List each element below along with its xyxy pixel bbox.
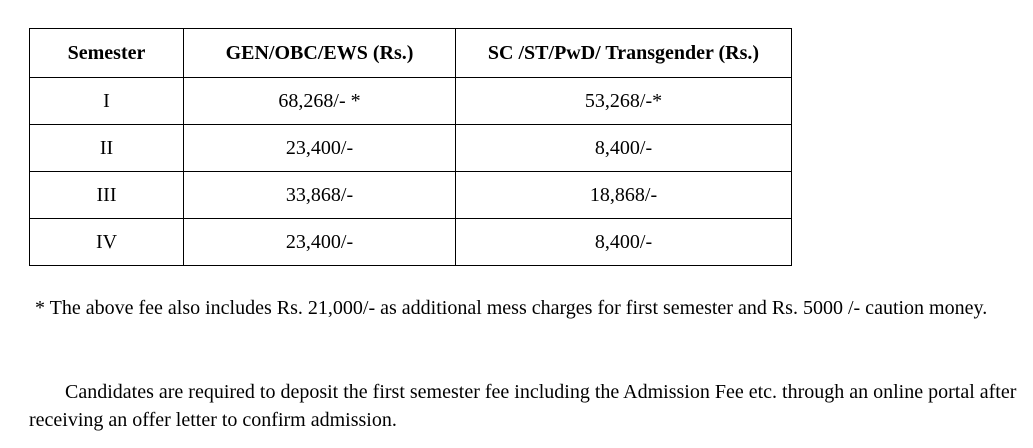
sc-fee-cell: 18,868/- — [456, 172, 792, 219]
table-row — [30, 125, 792, 172]
sc-fee-cell: 53,268/-* — [456, 78, 792, 125]
admission-instructions: Candidates are required to deposit the first semester fee including the Admission Fee etc. through an online portal after receiving an offer letter to confirm admission. — [29, 381, 1017, 431]
semester-cell: IV — [30, 219, 184, 266]
gen-fee-cell: 23,400/- — [184, 219, 456, 266]
sc-fee-cell: 8,400/- — [456, 125, 792, 172]
semester-cell: I — [30, 78, 184, 125]
header-gen-obc-ews: GEN/OBC/EWS (Rs.) — [184, 29, 456, 78]
gen-fee-cell: 23,400/- — [184, 125, 456, 172]
table-header-row — [30, 29, 792, 78]
gen-fee-cell: 33,868/- — [184, 172, 456, 219]
table-row — [30, 219, 792, 266]
gen-fee-cell: 68,268/- * — [184, 78, 456, 125]
sc-fee-cell: 8,400/- — [456, 219, 792, 266]
semester-cell: II — [30, 125, 184, 172]
fee-table — [29, 28, 792, 266]
header-semester: Semester — [30, 29, 184, 78]
semester-cell: III — [30, 172, 184, 219]
header-sc-st-pwd-transgender: SC /ST/PwD/ Transgender (Rs.) — [456, 29, 792, 78]
table-row — [30, 78, 792, 125]
fee-footnote: * The above fee also includes Rs. 21,000/- as additional mess charges for first semester and Rs. 5000 /- caution money. — [35, 297, 988, 319]
table-row — [30, 172, 792, 219]
